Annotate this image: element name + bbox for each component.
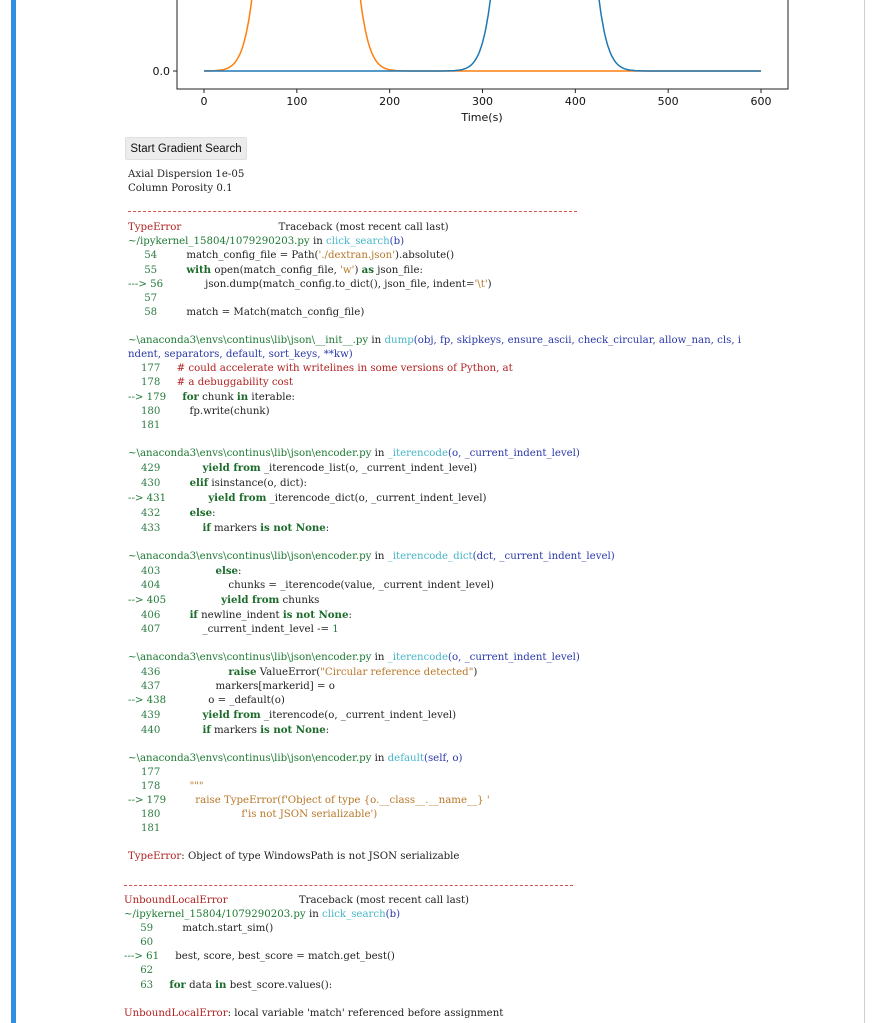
unboundlocalerror-traceback: UnboundLocalError Traceback (most recent call last) ~/ipykernel_15804/1079290203.py in click_search(b) 59 match.start_sim() 60 ---> 61 best, score, best_score = match.get_best() 62 63 for data in best_score.values(): UnboundLocalError: local variable 'match' referenced before assignment xyxy=(124,895,504,1019)
traceback-func: _iterencode xyxy=(387,652,448,663)
x-axis-label: Time(s) xyxy=(461,111,503,124)
x-tick-label: 500 xyxy=(657,95,679,108)
column-porosity-line: Column Porosity 0.1 xyxy=(128,183,233,194)
traceback-separator xyxy=(128,211,577,212)
x-tick-label: 200 xyxy=(379,95,401,108)
traceback-header: Traceback (most recent call last) xyxy=(278,222,449,233)
start-gradient-search-button[interactable]: Start Gradient Search xyxy=(125,137,247,160)
final-error-name: TypeError xyxy=(128,851,182,862)
traceback-header: Traceback (most recent call last) xyxy=(298,895,470,906)
traceback-func: default xyxy=(387,753,424,764)
traceback-args: (o, _current_indent_level) xyxy=(447,652,580,663)
axial-dispersion-line: Axial Dispersion 1e-05 xyxy=(128,169,245,180)
traceback-error-name: UnboundLocalError xyxy=(124,895,228,906)
x-tick-label: 600 xyxy=(750,95,772,108)
chart-series xyxy=(204,0,761,71)
traceback-args: (o, _current_indent_level) xyxy=(447,448,580,459)
traceback-func: click_search xyxy=(326,236,390,247)
traceback-error-name: TypeError xyxy=(128,222,182,233)
traceback-args: (self, o) xyxy=(423,753,463,764)
cell-border xyxy=(864,0,865,1023)
typeerror-traceback: TypeError Traceback (most recent call last) ~/ipykernel_15804/1079290203.py in click_search(b) 54 match_config_file = Path('./dextran.json').absolute() 55 with open(match_config_file, 'w') as json_file: ---> 56 json.dump(match_config.to_dict(), json_file, indent='\t') 57 58 match = Match(match_config_file) ~\anaconda3\envs\continus\lib\json\__init__.py in dump(obj, fp, skipkeys, ensure_ascii, check_circular, allow_nan, cls, i ndent, separators, default, sort_keys, **kw) 177 # could accelerate with writelines in some versions of Python, at 178 # a debuggability cost --> 179 for chunk in iterable: 180 fp.write(chunk) 181 ~\anaconda3\envs\continus\lib\json\encoder.py in _iterencode(o, _current_indent_level) 429 yield from _iterencode_list(o, _current_indent_level) 430 elif isinstance(o, dict): --> 431 yield from _iterencode_dict(o, _current_indent_level) 432 else: 433 if markers is not None: ~\anaconda3\envs\continus\lib\json\encoder.py in _iterencode_dict(dct, _current_indent_level) 403 else: 404 chunks = _iterencode(value, _current_indent_level) --> 405 yield from chunks 406 if newline_indent is not None: 407 _current_indent_level -= 1 ~\anaconda3\envs\continus\lib\json\encoder.py in _iterencode(o, _current_indent_level) 436 raise ValueError("Circular reference detected") 437 markers[markerid] = o --> 438 o = _default(o) 439 yield from _iterencode(o, _current_indent_level) 440 if markers is not None: ~\anaconda3\envs\continus\lib\json\encoder.py in default(self, o) 177 178 """ --> 179 raise TypeError(f'Object of type {o.__class__.__name__} ' 180 f'is not JSON serializable') 181 TypeError: Object of type WindowsPath is not JSON serializable xyxy=(128,222,742,862)
traceback-file[interactable]: ~\anaconda3\envs\continus\lib\json\encoder.py xyxy=(128,652,372,663)
line-chart xyxy=(0,0,876,130)
traceback-separator-2 xyxy=(124,885,573,886)
traceback-func: _iterencode_dict xyxy=(387,551,473,562)
y-tick-label: 0.0 xyxy=(152,65,170,78)
series-line-orange xyxy=(204,0,761,71)
traceback-func: _iterencode xyxy=(387,448,448,459)
traceback-func: dump xyxy=(384,335,414,346)
traceback-args: (dct, _current_indent_level) xyxy=(472,551,615,562)
x-tick-label: 100 xyxy=(286,95,308,108)
cell-selection-bar xyxy=(11,0,16,1023)
traceback-file[interactable]: ~\anaconda3\envs\continus\lib\json\encoder.py xyxy=(128,448,372,459)
traceback-func: click_search xyxy=(322,909,386,920)
x-tick-label: 300 xyxy=(472,95,493,108)
final-error-message: : local variable 'match' referenced before assignment xyxy=(227,1008,504,1019)
traceback-args: (b) xyxy=(389,236,405,247)
final-error-message: : Object of type WindowsPath is not JSON serializable xyxy=(181,851,460,862)
final-error-name: UnboundLocalError xyxy=(124,1008,228,1019)
traceback-file[interactable]: ~\anaconda3\envs\continus\lib\json\encoder.py xyxy=(128,551,372,562)
traceback-file[interactable]: ~\anaconda3\envs\continus\lib\json\encoder.py xyxy=(128,753,372,764)
x-tick-label: 400 xyxy=(564,95,586,108)
parameter-output xyxy=(128,168,244,196)
traceback-file[interactable]: ~/ipykernel_15804/1079290203.py xyxy=(124,909,306,920)
series-line-blue xyxy=(204,0,761,71)
traceback-file[interactable]: ~/ipykernel_15804/1079290203.py xyxy=(128,236,310,247)
traceback-file[interactable]: ~\anaconda3\envs\continus\lib\json\__init__.py xyxy=(128,335,369,346)
x-tick-label: 0 xyxy=(200,95,208,108)
traceback-args: (b) xyxy=(385,909,401,920)
